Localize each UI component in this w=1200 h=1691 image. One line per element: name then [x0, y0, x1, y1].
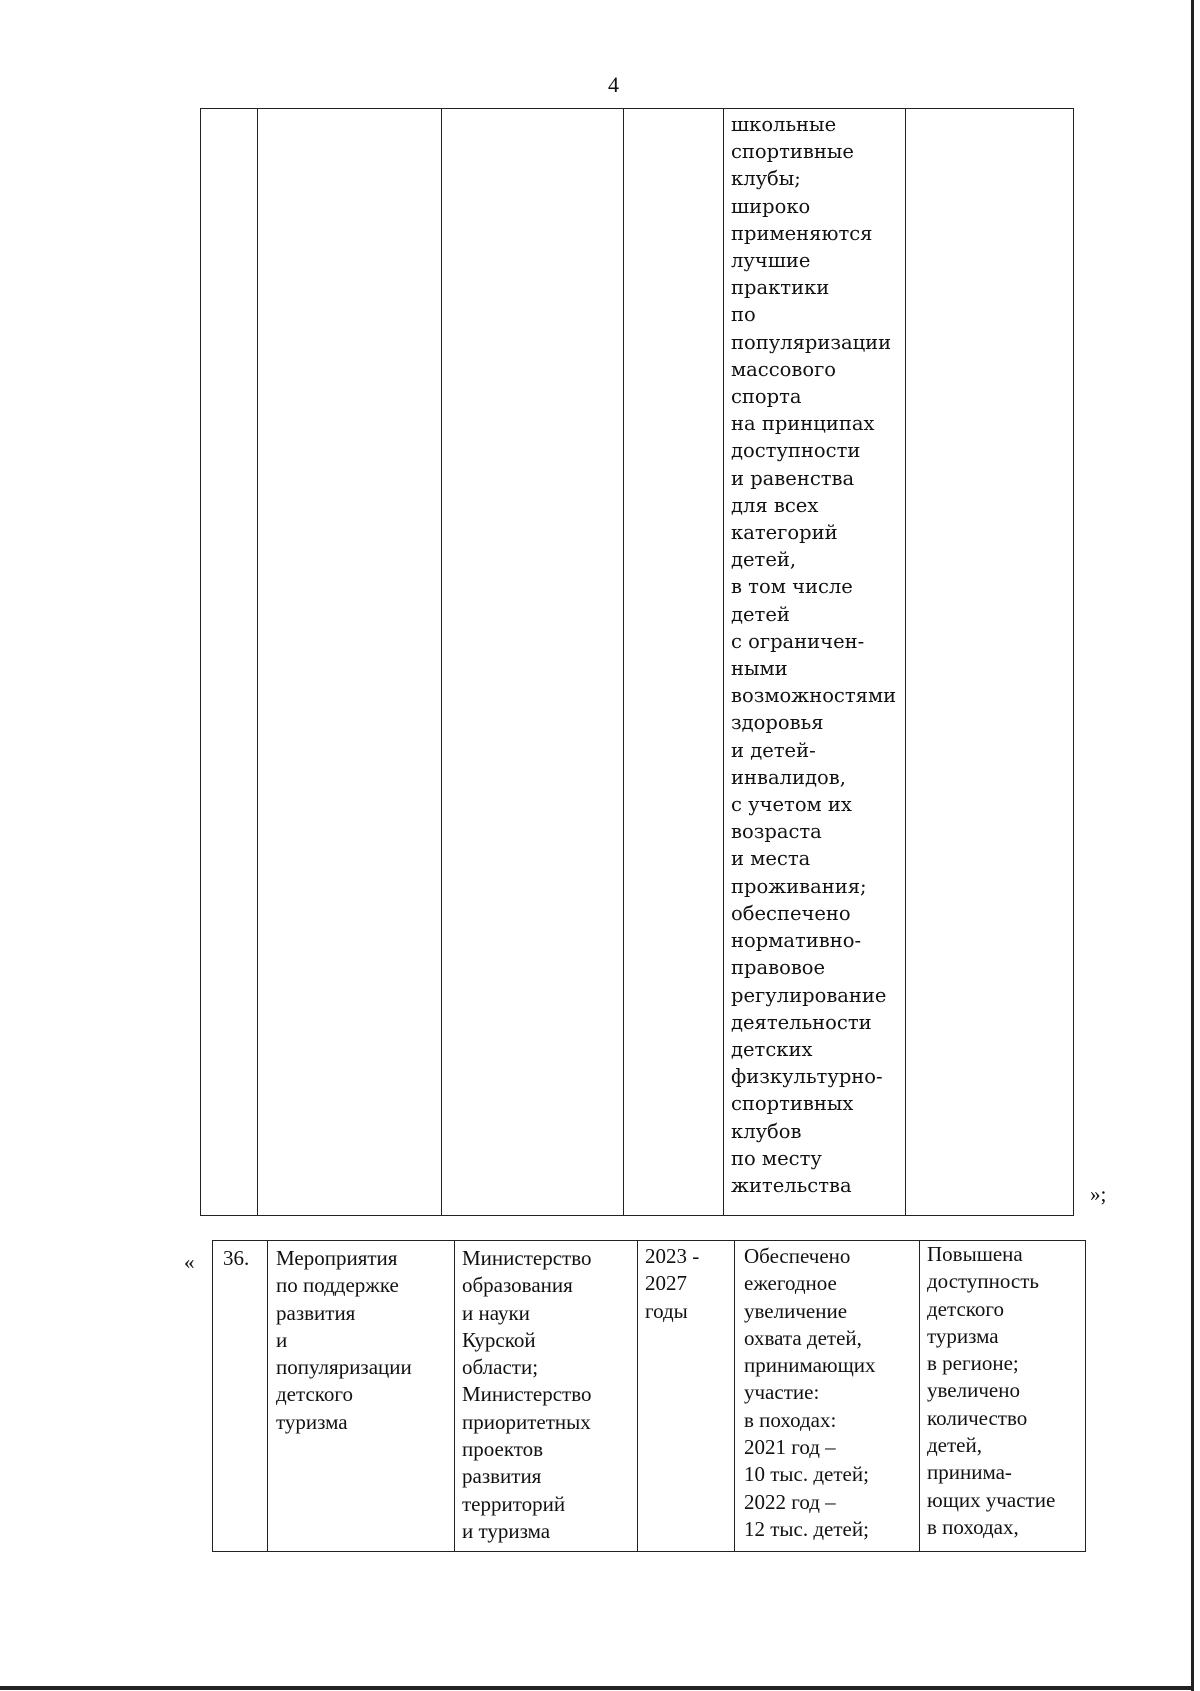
scan-edge-bottom — [0, 1686, 1192, 1690]
closing-quote: »; — [1090, 1182, 1107, 1206]
expected-result: Обеспечено ежегодное увеличение охвата детей, принимающих участие: в походах: 2021 год – 10 тыс. детей; 2022 год – 12 тыс. детей; — [744, 1244, 876, 1541]
lower-table — [212, 1240, 1086, 1552]
scan-edge-right — [1191, 0, 1194, 1691]
column-divider — [454, 1241, 455, 1551]
page-number: 4 — [608, 72, 619, 97]
column-divider — [723, 109, 724, 1215]
column-divider — [441, 109, 442, 1215]
opening-quote: « — [184, 1250, 195, 1274]
event-name: Мероприятия по поддержке развития и популяризации детского туризма — [276, 1246, 412, 1434]
row-number: 36. — [223, 1246, 250, 1270]
upper-table — [200, 108, 1074, 1216]
column-divider — [267, 1241, 268, 1551]
upper-results-cell: школьные спортивные клубы; широко применяются лучшие практики по популяризации массового спорта на принципах доступности и равенства для всех категорий детей, в том числе детей с ограничен- ными возможностями здоровья и детей- инвалидов, с учетом их возраста и места проживания; обеспечено нормативно- правовое регулирование деятельности детских физкультурно- спортивных клубов по месту жительства — [731, 113, 897, 1197]
effect: Повышена доступность детского туризма в регионе; увеличено количество детей, принима- ющих участие в походах, — [927, 1242, 1056, 1539]
responsible-bodies: Министерство образования и науки Курской области; Министерство приоритетных проектов развития территорий и туризма — [462, 1246, 592, 1543]
column-divider — [257, 109, 258, 1215]
column-divider — [623, 109, 624, 1215]
column-divider — [919, 1241, 920, 1551]
period: 2023 - 2027 годы — [645, 1244, 700, 1323]
column-divider — [637, 1241, 638, 1551]
column-divider — [734, 1241, 735, 1551]
column-divider — [905, 109, 906, 1215]
